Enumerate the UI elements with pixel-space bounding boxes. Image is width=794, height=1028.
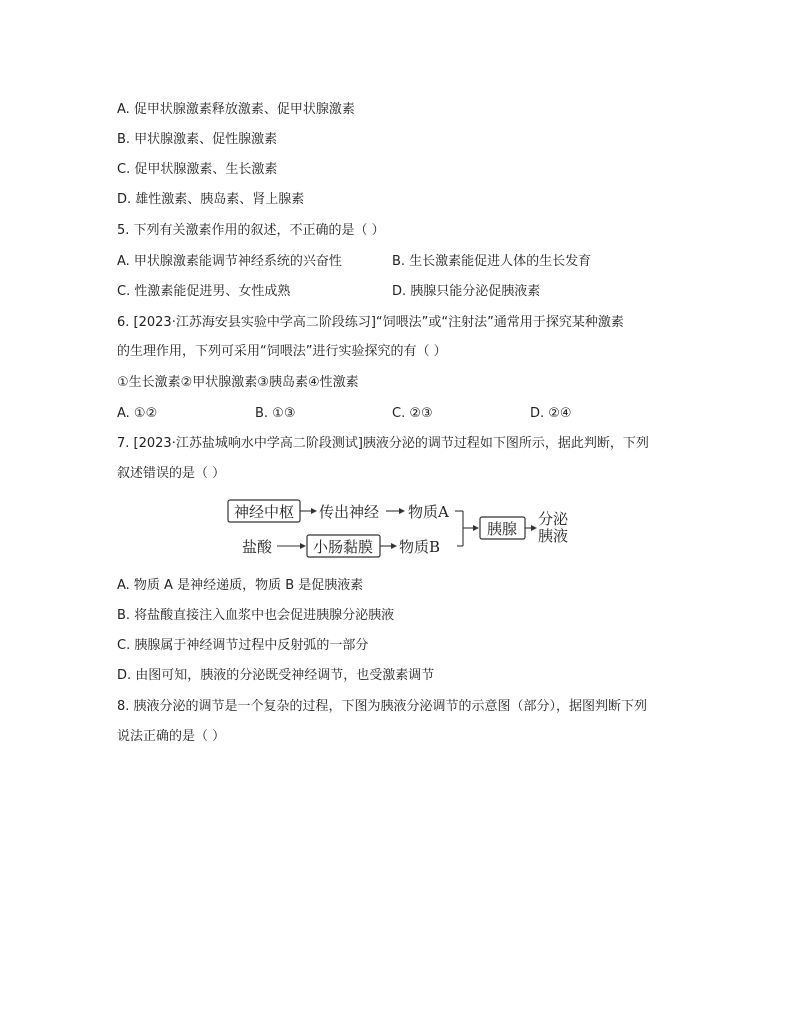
- arrowhead-3: [300, 543, 306, 549]
- substance-a-label: 物质A: [408, 503, 449, 521]
- q4-option-d: D. 雄性激素、胰岛素、肾上腺素: [117, 192, 305, 207]
- q7-option-b: B. 将盐酸直接注入血浆中也会促进胰腺分泌胰液: [117, 608, 395, 623]
- arrowhead-5: [473, 525, 479, 531]
- q6-items: ①生长激素②甲状腺激素③胰岛素④性激素: [117, 375, 359, 390]
- q7-option-d: D. 由图可知，胰液的分泌既受神经调节，也受激素调节: [117, 668, 435, 683]
- secrete-label: 分泌: [538, 510, 569, 528]
- q4-option-c: C. 促甲状腺激素、生长激素: [117, 162, 278, 177]
- pancreatic-secretion-diagram: [225, 496, 585, 562]
- arrowhead-6: [531, 525, 537, 531]
- q6-stem-line2: 的生理作用，下列可采用“饲喂法”进行实验探究的有（ ）: [117, 344, 447, 359]
- q5-option-d: D. 胰腺只能分泌促胰液素: [392, 284, 541, 299]
- q4-option-b: B. 甲状腺激素、促性腺激素: [117, 132, 278, 147]
- q6-option-c: C. ②③: [392, 406, 433, 421]
- arrowhead-4: [391, 543, 397, 549]
- nerve-center-label: 神经中枢: [233, 503, 295, 521]
- q4-option-a: A. 促甲状腺激素释放激素、促甲状腺激素: [117, 102, 355, 117]
- q5-stem: 5. 下列有关激素作用的叙述，不正确的是（ ）: [117, 223, 385, 238]
- q6-stem-line1: 6. [2023·江苏海安县实验中学高二阶段练习]“饲喂法”或“注射法”通常用于探究某种激素: [117, 315, 624, 330]
- q7-stem-line2: 叙述错误的是（ ）: [117, 466, 226, 481]
- pancreas-label: 胰腺: [486, 520, 518, 538]
- small-intestine-mucosa-label: 小肠黏膜: [312, 538, 374, 556]
- arrowhead-1: [311, 508, 317, 514]
- efferent-nerve-label: 传出神经: [319, 503, 380, 521]
- q6-option-d: D. ②④: [530, 406, 572, 421]
- q6-option-b: B. ①③: [255, 406, 296, 421]
- q7-stem-line1: 7. [2023·江苏盐城响水中学高二阶段测试]胰液分泌的调节过程如下图所示，据此判断，下列: [117, 436, 649, 451]
- q5-option-b: B. 生长激素能促进人体的生长发育: [392, 254, 592, 269]
- arrowhead-2: [399, 508, 405, 514]
- q8-stem-line2: 说法正确的是（ ）: [117, 729, 226, 744]
- q5-option-a: A. 甲状腺激素能调节神经系统的兴奋性: [117, 254, 342, 269]
- q7-option-c: C. 胰腺属于神经调节过程中反射弧的一部分: [117, 638, 369, 653]
- hcl-label: 盐酸: [242, 538, 273, 556]
- pancreatic-juice-label: 胰液: [538, 527, 569, 545]
- q5-option-c: C. 性激素能促进男、女性成熟: [117, 284, 291, 299]
- q6-option-a: A. ①②: [117, 406, 158, 421]
- q8-stem-line1: 8. 胰液分泌的调节是一个复杂的过程，下图为胰液分泌调节的示意图（部分），据图判断下列: [117, 699, 648, 714]
- q7-option-a: A. 物质 A 是神经递质，物质 B 是促胰液素: [117, 578, 364, 593]
- substance-b-label: 物质B: [399, 538, 441, 556]
